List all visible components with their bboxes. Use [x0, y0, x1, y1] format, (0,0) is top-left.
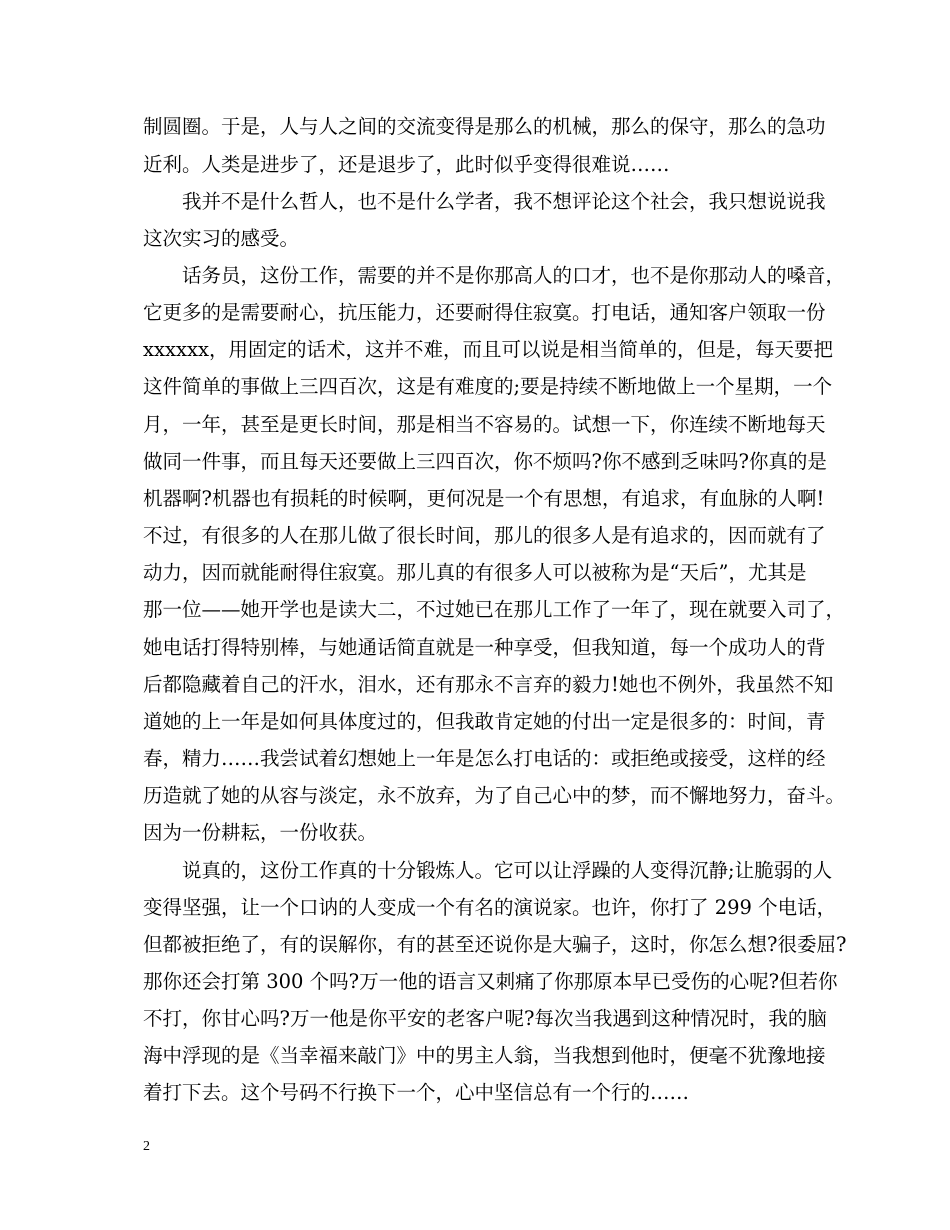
text-line: 不打，你甘心吗?万一他是你平安的老客户呢?每次当我遇到这种情况时，我的脑 [143, 1007, 827, 1030]
text-line: 后都隐藏着自己的汗水，泪水，还有那永不言弃的毅力!她也不例外，我虽然不知 [143, 673, 834, 696]
page-number: 2 [143, 1139, 150, 1154]
text-line: xxxxxx，用固定的话术，这并不难，而且可以说是相当简单的，但是，每天要把 [143, 338, 833, 361]
text-line: 它更多的是需要耐心，抗压能力，还要耐得住寂寞。打电话，通知客户领取一份 [143, 301, 826, 324]
text-line: 不过，有很多的人在那儿做了很长时间，那儿的很多人是有追求的，因而就有了 [143, 524, 826, 547]
text-line: 这件简单的事做上三四百次，这是有难度的;要是持续不断地做上一个星期，一个 [143, 375, 833, 398]
text-line: 因为一份耕耘，一份收获。 [143, 821, 378, 844]
text-line: 历造就了她的从容与淡定，永不放弃，为了自己心中的梦，而不懈地努力，奋斗。 [143, 784, 846, 807]
text-line: 变得坚强，让一个口讷的人变成一个有名的演说家。也许，你打了 299 个电话， [143, 896, 837, 919]
text-line: 动力，因而就能耐得住寂寞。那儿真的有很多人可以被称为是“天后”，尤其是 [143, 561, 807, 584]
text-line: 制圆圈。于是，人与人之间的交流变得是那么的机械，那么的保守，那么的急功 [143, 115, 826, 138]
text-line: 做同一件事，而且每天还要做上三四百次，你不烦吗?你不感到乏味吗?你真的是 [143, 450, 827, 473]
text-line: 月，一年，甚至是更长时间，那是相当不容易的。试想一下，你连续不断地每天 [143, 413, 826, 436]
text-line: 机器啊?机器也有损耗的时候啊，更何况是一个有思想，有追求，有血脉的人啊! [143, 487, 825, 510]
text-line: 我并不是什么哲人，也不是什么学者，我不想评论这个社会，我只想说说我 [143, 190, 826, 213]
text-line: 但都被拒绝了，有的误解你，有的甚至还说你是大骗子，这时，你怎么想?很委屈? [143, 933, 847, 956]
text-line: 春，精力……我尝试着幻想她上一年是怎么打电话的：或拒绝或接受，这样的经 [143, 747, 826, 770]
text-line: 她电话打得特别棒，与她通话简直就是一种享受，但我知道，每一个成功人的背 [143, 636, 826, 659]
text-line: 道她的上一年是如何具体度过的，但我敢肯定她的付出一定是很多的：时间，青 [143, 710, 826, 733]
text-line: 近利。人类是进步了，还是退步了，此时似乎变得很难说…… [143, 153, 670, 176]
text-line: 这次实习的感受。 [143, 227, 300, 250]
text-line: 着打下去。这个号码不行换下一个，心中坚信总有一个行的…… [143, 1081, 690, 1104]
text-line: 海中浮现的是《当幸福来敲门》中的男主人翁，当我想到他时，便毫不犹豫地接 [143, 1044, 826, 1067]
text-line: 话务员，这份工作，需要的并不是你那高人的口才，也不是你那动人的嗓音， [143, 264, 846, 287]
text-line: 说真的，这份工作真的十分锻炼人。它可以让浮躁的人变得沉静;让脆弱的人 [143, 859, 833, 882]
text-line: 那一位——她开学也是读大二，不过她已在那儿工作了一年了，现在就要入司了， [143, 598, 846, 621]
text-line: 那你还会打第 300 个吗?万一他的语言又刺痛了你那原本早已受伤的心呢?但若你 [143, 970, 838, 993]
